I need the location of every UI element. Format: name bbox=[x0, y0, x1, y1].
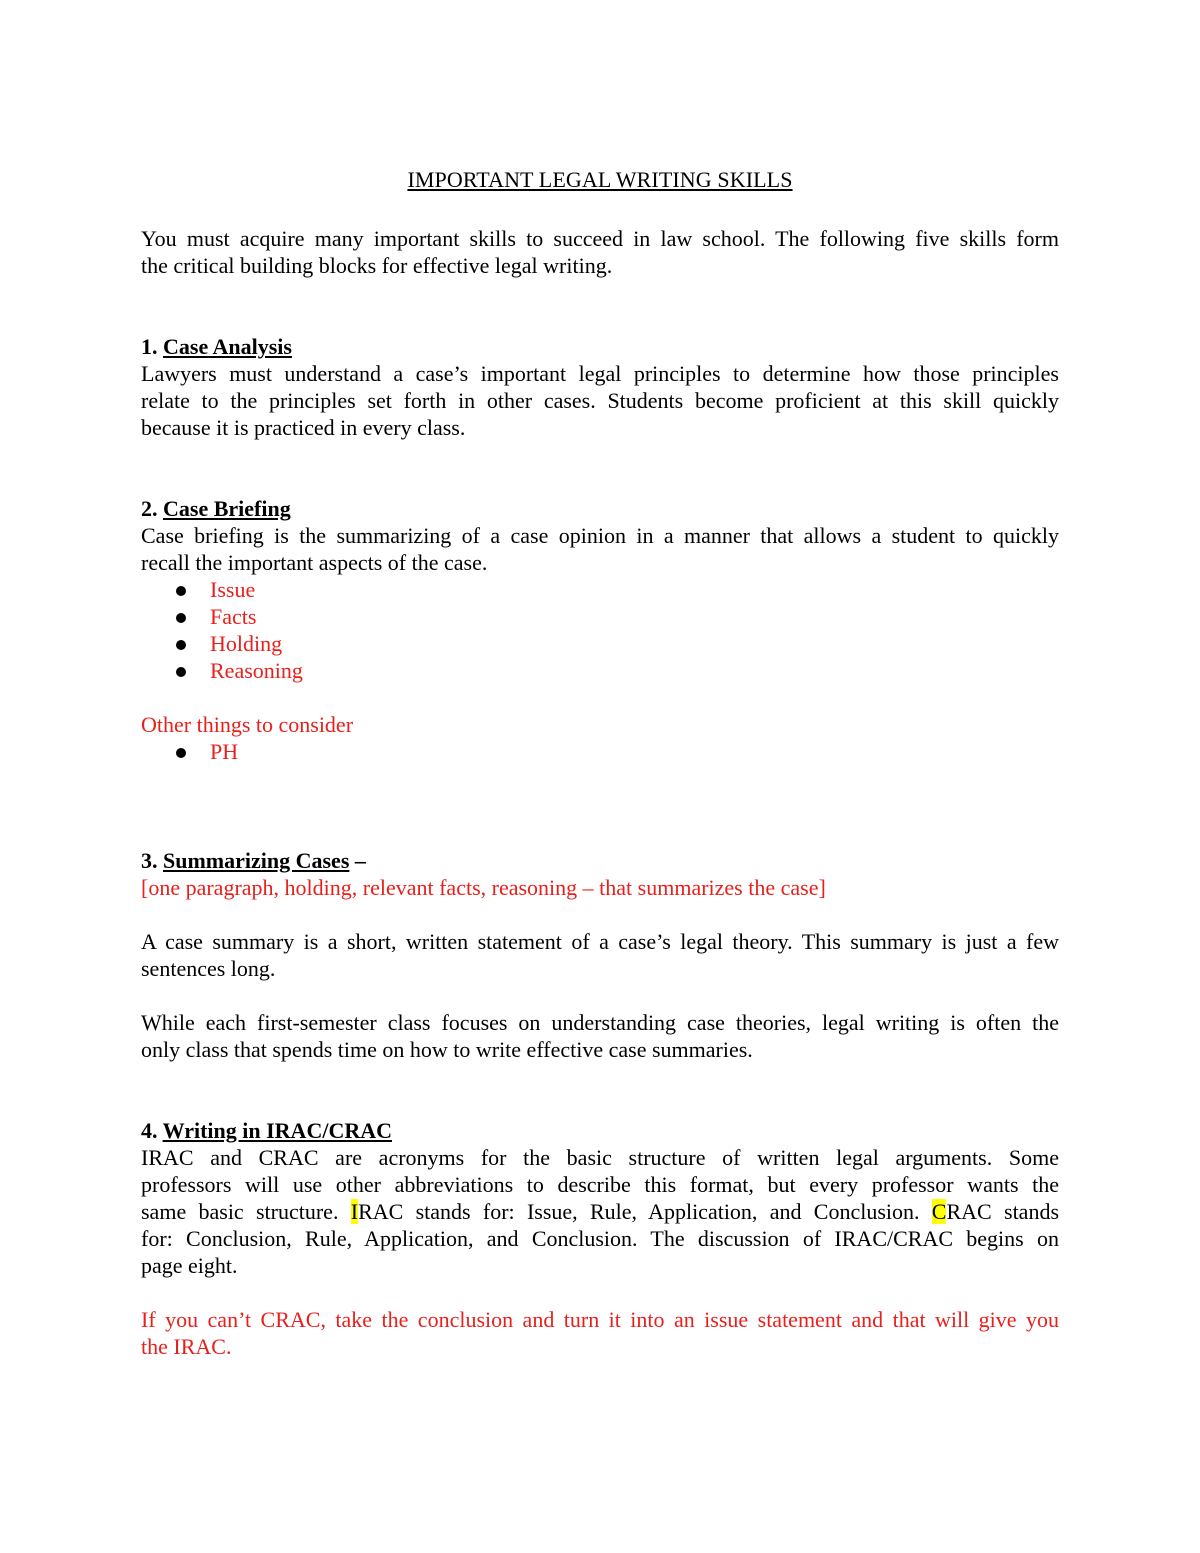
section-4-note-line-2: the IRAC. bbox=[141, 1334, 232, 1359]
bullet-text: PH bbox=[210, 739, 239, 764]
section-4-line-2: professors will use other abbreviations to describe this format, but every professor wants the bbox=[141, 1172, 1059, 1197]
section-3-number: 3. bbox=[141, 848, 158, 873]
bullet-dot-icon bbox=[176, 586, 186, 596]
section-3-para2-line-2: only class that spends time on how to write effective case summaries. bbox=[141, 1037, 753, 1062]
bullet-text: Facts bbox=[210, 604, 257, 629]
section-4-line-4: for: Conclusion, Rule, Application, and Conclusion. The discussion of IRAC/CRAC begins on bbox=[141, 1226, 1059, 1251]
section-1-line-3: because it is practiced in every class. bbox=[141, 415, 466, 440]
section-2-line-2: recall the important aspects of the case. bbox=[141, 550, 488, 575]
bullet-text: Holding bbox=[210, 631, 283, 656]
section-4-note-line-1: If you can’t CRAC, take the conclusion and turn it into an issue statement and that will give you bbox=[141, 1307, 1059, 1332]
section-2-heading bbox=[141, 495, 291, 522]
section-2-line-1: Case briefing is the summarizing of a case opinion in a manner that allows a student to quickly bbox=[141, 523, 1059, 548]
section-4-line-3-b: RAC stands for: Issue, Rule, Application, and Conclusion. bbox=[358, 1199, 932, 1224]
section-1-number: 1. bbox=[141, 334, 158, 359]
section-4-title: Writing in IRAC/CRAC bbox=[162, 1118, 392, 1143]
document-title: IMPORTANT LEGAL WRITING SKILLS bbox=[407, 167, 793, 192]
section-2-number: 2. bbox=[141, 496, 158, 521]
section-4-number: 4. bbox=[141, 1118, 158, 1143]
section-3-para1-line-2: sentences long. bbox=[141, 956, 276, 981]
bullet-text: Reasoning bbox=[210, 658, 303, 683]
section-3-para1-line-1: A case summary is a short, written statement of a case’s legal theory. This summary is just a few bbox=[141, 929, 1059, 954]
section-3-title: Summarizing Cases bbox=[163, 848, 350, 873]
section-1-line-2: relate to the principles set forth in other cases. Students become proficient at this skill quickly bbox=[141, 388, 1059, 413]
highlight-c: C bbox=[931, 1199, 947, 1224]
intro-line-1: You must acquire many important skills to succeed in law school. The following five skills form bbox=[141, 226, 1059, 251]
section-4-line-1: IRAC and CRAC are acronyms for the basic structure of written legal arguments. Some bbox=[141, 1145, 1059, 1170]
bullet-text: Issue bbox=[210, 577, 256, 602]
section-1-line-1: Lawyers must understand a case’s important legal principles to determine how those principles bbox=[141, 361, 1059, 386]
section-3-note: [one paragraph, holding, relevant facts, reasoning – that summarizes the case] bbox=[141, 875, 826, 900]
section-3-dash: – bbox=[349, 848, 366, 873]
highlight-i: I bbox=[350, 1199, 359, 1224]
bullet-dot-icon bbox=[176, 640, 186, 650]
section-3-para2-line-1: While each first-semester class focuses on understanding case theories, legal writing is often the bbox=[141, 1010, 1059, 1035]
bullet-dot-icon bbox=[176, 613, 186, 623]
intro-line-2: the critical building blocks for effective legal writing. bbox=[141, 253, 613, 278]
bullet-dot-icon bbox=[176, 748, 186, 758]
bullet-dot-icon bbox=[176, 667, 186, 677]
section-4-line-3-c: RAC stands bbox=[946, 1199, 1060, 1224]
section-2-title: Case Briefing bbox=[163, 496, 291, 521]
section-4-line-3-a: same basic structure. bbox=[141, 1199, 351, 1224]
section-4-line-3 bbox=[141, 1198, 1059, 1225]
section-4-heading bbox=[141, 1117, 392, 1144]
section-3-heading bbox=[141, 847, 366, 874]
section-1-title: Case Analysis bbox=[163, 334, 292, 359]
section-4-line-5: page eight. bbox=[141, 1253, 238, 1278]
section-1-heading bbox=[141, 333, 292, 360]
other-things-label: Other things to consider bbox=[141, 712, 354, 737]
